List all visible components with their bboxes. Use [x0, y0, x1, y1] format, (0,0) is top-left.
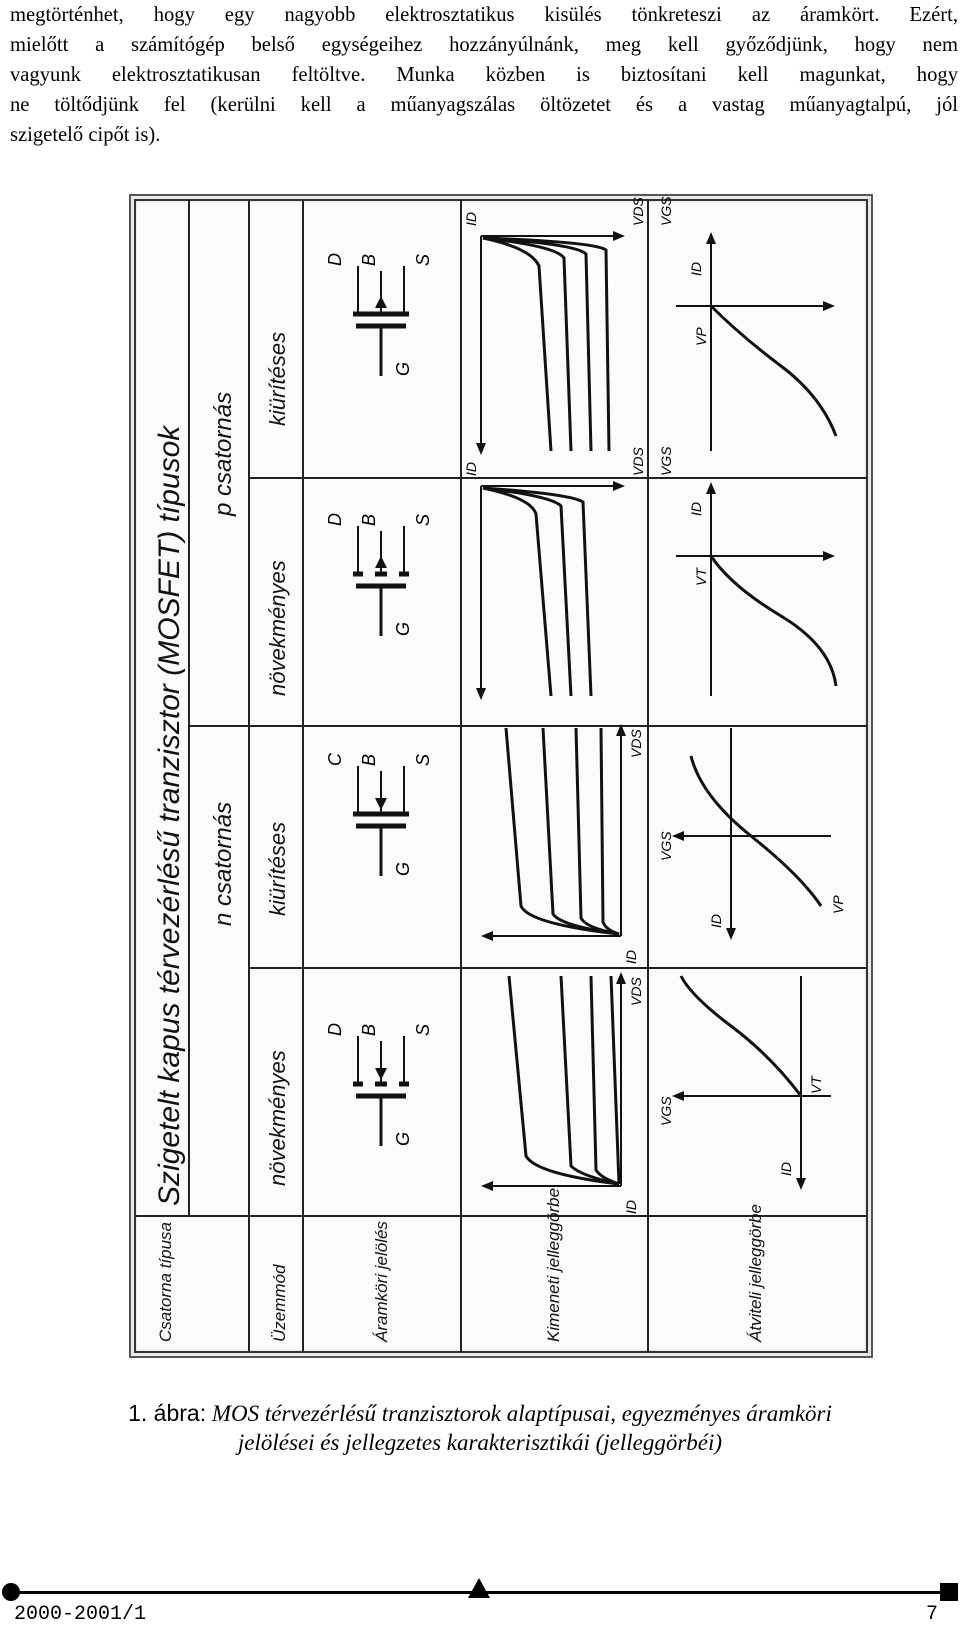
pin-d: D: [325, 253, 345, 266]
output-curve-p-enhancement: [463, 447, 646, 700]
pin-b: B: [359, 753, 379, 766]
pin-g: G: [393, 861, 413, 876]
mode-label: növekményes: [265, 560, 290, 696]
axis-label-id: ID: [708, 914, 724, 928]
axis-label-vds: VDS: [630, 197, 646, 226]
transfer-curve-n-depletion: [658, 728, 846, 940]
figure-title: Szigetelt kapus térvezérlésű tranzisztor (MOSFET) típusok: [153, 425, 186, 1206]
pin-b: B: [359, 1023, 379, 1036]
caption-label: 1. ábra:: [128, 1400, 207, 1426]
pin-b: B: [359, 513, 379, 526]
pin-g: G: [393, 361, 413, 376]
axis-label-vt: VT: [693, 568, 709, 586]
channel-label-n: n csatornás: [210, 801, 237, 926]
axis-label-id: ID: [463, 212, 479, 226]
paragraph-line: mielőtt a számítógép belső egységeihez hozzányúlnánk, meg kell győződjünk, hogy nem: [10, 34, 958, 56]
axis-label-vds: VDS: [630, 447, 646, 476]
caption-line2: jelölései és jellegzetes karakterisztikái (jelleggörbéi): [237, 1430, 723, 1455]
axis-label-vp: VP: [693, 327, 709, 346]
page-number: 7: [925, 1603, 938, 1626]
row-header-channel-type: Csatorna típusa: [156, 1221, 175, 1342]
axis-label-vt: VT: [808, 1076, 824, 1094]
figure-caption: [0, 1398, 960, 1429]
row-header-transfer-curve: Átviteli jelleggörbe: [746, 1204, 765, 1342]
pin-d: D: [325, 513, 345, 526]
pin-g: G: [393, 621, 413, 636]
mosfet-symbol-n-depletion: [325, 752, 433, 876]
paragraph-line: megtörténhet, hogy egy nagyobb elektrosztatikus kisülés tönkreteszi az áramkört. Ezért,: [10, 4, 958, 26]
footer-dot-icon: [2, 1583, 20, 1601]
paragraph-line: szigetelő cipőt is).: [10, 124, 161, 146]
row-header-mode: Üzemmód: [270, 1264, 289, 1342]
paragraph-line: vagyunk elektrosztatikusan feltöltve. Munka közben is biztosítani kell magunkat, hogy: [10, 64, 958, 86]
body-paragraph: [10, 0, 958, 150]
pin-g: G: [393, 1131, 413, 1146]
mode-label: kiürítéses: [265, 331, 290, 426]
axis-label-vds: VDS: [628, 729, 644, 758]
mosfet-table-rotated: [131, 196, 871, 1356]
pin-s: S: [413, 1023, 433, 1036]
axis-label-vds: VDS: [628, 977, 644, 1006]
axis-label-vgs: VGS: [658, 196, 674, 226]
axis-label-id: ID: [463, 462, 479, 476]
pin-s: S: [413, 513, 433, 526]
axis-label-vgs: VGS: [658, 446, 674, 476]
axis-label-vgs: VGS: [658, 1096, 674, 1126]
axis-label-vp: VP: [830, 895, 846, 914]
axis-label-vgs: VGS: [658, 831, 674, 861]
pin-s: S: [413, 753, 433, 766]
pin-b: B: [359, 253, 379, 266]
axis-label-id: ID: [688, 262, 704, 276]
mosfet-symbol-n-enhancement: [325, 1023, 433, 1146]
axis-label-id: ID: [623, 1200, 639, 1214]
transfer-curve-p-depletion: [658, 196, 836, 451]
mosfet-symbol-p-depletion: [325, 253, 433, 376]
output-curve-p-depletion: [463, 197, 646, 455]
pin-d: D: [325, 1023, 345, 1036]
pin-c: C: [325, 753, 345, 766]
footer-triangle-icon: [468, 1578, 490, 1598]
axis-label-id: ID: [688, 502, 704, 516]
output-curve-n-depletion: [481, 724, 644, 964]
figure-caption-line2: [0, 1428, 960, 1458]
row-header-symbol: Áramköri jelölés: [372, 1221, 391, 1342]
pin-s: S: [413, 253, 433, 266]
mosfet-figure: [129, 194, 873, 1358]
axis-label-id: ID: [623, 950, 639, 964]
transfer-curve-p-enhancement: [658, 446, 836, 696]
mode-label: kiürítéses: [265, 821, 290, 916]
row-header-output-curve: Kimeneti jelleggörbe: [544, 1187, 563, 1342]
mode-label: növekményes: [265, 1050, 290, 1186]
caption-line1: MOS térvezérlésű tranzisztorok alaptípusai, egyezményes áramköri: [211, 1401, 832, 1426]
channel-label-p: p csatornás: [210, 391, 237, 516]
transfer-curve-n-enhancement: [658, 976, 831, 1190]
mosfet-symbol-p-enhancement: [325, 513, 433, 636]
footer-issue: 2000-2001/1: [14, 1603, 147, 1626]
axis-label-id: ID: [778, 1162, 794, 1176]
footer-square-icon: [940, 1583, 958, 1601]
output-curve-n-enhancement: [481, 972, 644, 1214]
paragraph-line: ne töltődjünk fel (kerülni kell a műanyagszálas öltözetet és a vastag műanyagtalpú, jól: [10, 94, 958, 116]
